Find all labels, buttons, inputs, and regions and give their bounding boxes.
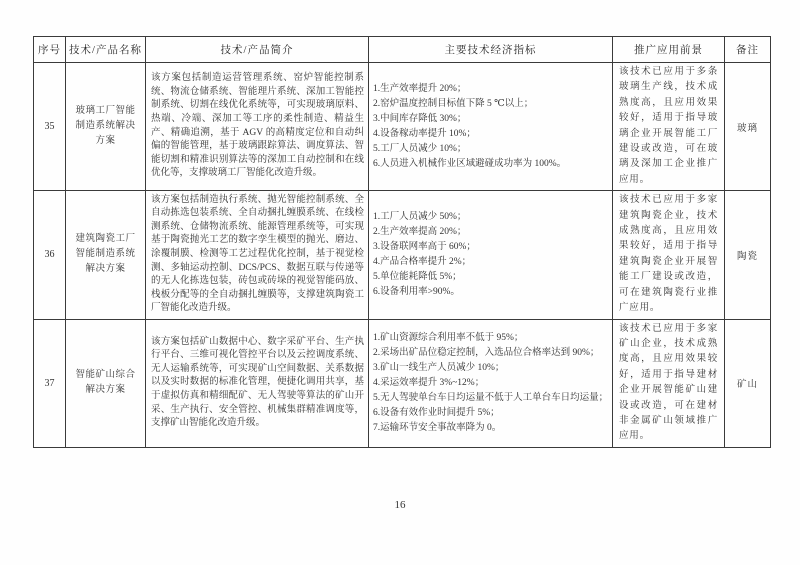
indicator-line: 3.设备联网率高于 60%；: [373, 241, 476, 252]
prospect-cell: 该技术已应用于多家矿山企业，技术成熟度高，且应用效果较好，适用于指导建材企业开展智能矿山建设或改造，可在建材非金属矿山领域推广应用。: [613, 319, 725, 447]
table-header-row: [34, 37, 771, 63]
indicators-cell: [369, 319, 613, 447]
indicator-line: 2.生产效率提高 20%；: [373, 226, 467, 237]
indicator-line: 1.矿山资源综合利用率不低于 95%；: [373, 332, 524, 343]
indicator-line: 2.窑炉温度控制目标值下降 5 ℃以上；: [373, 98, 534, 109]
col-header-remark: 备注: [725, 37, 771, 63]
product-name-cell: 玻璃工厂智能制造系统解决方案: [66, 63, 146, 191]
indicators-cell: [369, 63, 613, 191]
col-header-product-name: 技术/产品名称: [66, 37, 146, 63]
indicator-line: 3.中间库存降低 30%；: [373, 113, 467, 124]
row-serial-cell: 35: [34, 63, 66, 191]
indicator-line: 1.生产效率提升 20%；: [373, 83, 467, 94]
indicator-line: 4.产品合格率提升 2%；: [373, 256, 472, 267]
page-number: 16: [394, 499, 406, 511]
row-serial-cell: 37: [34, 319, 66, 447]
indicator-line: 2.采场出矿品位稳定控制，入选品位合格率达到 90%；: [373, 347, 600, 358]
table-row: [34, 63, 771, 191]
tech-products-table: [33, 36, 771, 448]
col-header-indicators: 主要技术经济指标: [369, 37, 613, 63]
product-name-cell: 建筑陶瓷工厂智能制造系统解决方案: [66, 191, 146, 319]
indicator-line: 5.工厂人员减少 10%；: [373, 143, 467, 154]
indicator-line: 5.无人驾驶单台车日均运量不低于人工单台车日均运量；: [373, 392, 609, 403]
indicator-line: 5.单位能耗降低 5%；: [373, 271, 462, 282]
table-row: [34, 319, 771, 447]
remark-cell: 矿山: [725, 319, 771, 447]
indicator-line: 4.采运效率提升 3%~12%；: [373, 377, 485, 388]
indicators-cell: [369, 191, 613, 319]
remark-cell: 陶瓷: [725, 191, 771, 319]
col-header-prospect: 推广应用前景: [613, 37, 725, 63]
remark-cell: 玻璃: [725, 63, 771, 191]
row-serial-cell: 36: [34, 191, 66, 319]
indicator-line: 4.设备稼动率提升 10%；: [373, 128, 476, 139]
indicator-line: 1.工厂人员减少 50%；: [373, 211, 467, 222]
indicator-line: 6.设备有效作业时间提升 5%；: [373, 407, 500, 418]
indicator-line: 6.设备利用率>90%。: [373, 286, 460, 297]
product-intro-cell: 该方案包括制造执行系统、抛光智能控制系统、全自动拣选包装系统、全自动捆扎缠膜系统、在线检测系统、仓储物流系统、能源管理系统等，可实现基于陶瓷抛光工艺的数字孪生模型的抛光、磨边、涂覆制膜、检测等工艺过程优化控制，基于视觉检测、多轴运动控制、DCS/PCS、数据互联与传递等的无人化拣选包装，砖包或砖垛的视觉智能码放、栈板分配等的全自动捆扎缠膜等，支撑建筑陶瓷工厂智能化改造升级。: [146, 191, 369, 319]
product-name-cell: 智能矿山综合解决方案: [66, 319, 146, 447]
prospect-cell: 该技术已应用于多条玻璃生产线，技术成熟度高，且应用效果较好，适用于指导玻璃企业开展智能工厂建设或改造，可在玻璃及深加工企业推广应用。: [613, 63, 725, 191]
prospect-cell: 该技术已应用于多家建筑陶瓷企业，技术成熟度高，且应用效果较好，适用于指导建筑陶瓷企业开展智能工厂建设或改造，可在建筑陶瓷行业推广应用。: [613, 191, 725, 319]
product-intro-cell: 该方案包括矿山数据中心、数字采矿平台、生产执行平台、三维可视化管控平台以及云控调度系统、无人运输系统等，可实现矿山空间数据、关系数据以及实时数据的标准化管理，便捷化调用共享，基于虚拟仿真和精细配矿、无人驾驶等算法的矿山开采、生产执行、安全管控、机械集群精准调度等，支撑矿山智能化改造升级。: [146, 319, 369, 447]
product-intro-cell: 该方案包括制造运营管理系统、窑炉智能控制系统、物流仓储系统、智能理片系统、深加工智能控制系统、切割在线优化系统等，可实现玻璃原料、热端、冷端、深加工等工序的柔性制造、精益生产、精确追溯，基于 AGV 的高精度定位和自动纠偏的智能管理，基于玻璃跟踪算法、调度算法、智能切割和精准识别算法等的深加工自动控制和在线优化等，支撑玻璃工厂智能化改造升级。: [146, 63, 369, 191]
indicator-line: 6.人员进入机械作业区域避碰成功率为 100%。: [373, 158, 567, 169]
indicator-line: 7.运输环节安全事故率降为 0。: [373, 422, 502, 433]
indicator-line: 3.矿山一线生产人员减少 10%；: [373, 362, 505, 373]
table-row: [34, 191, 771, 319]
col-header-product-intro: 技术/产品简介: [146, 37, 369, 63]
col-header-serial: 序号: [34, 37, 66, 63]
